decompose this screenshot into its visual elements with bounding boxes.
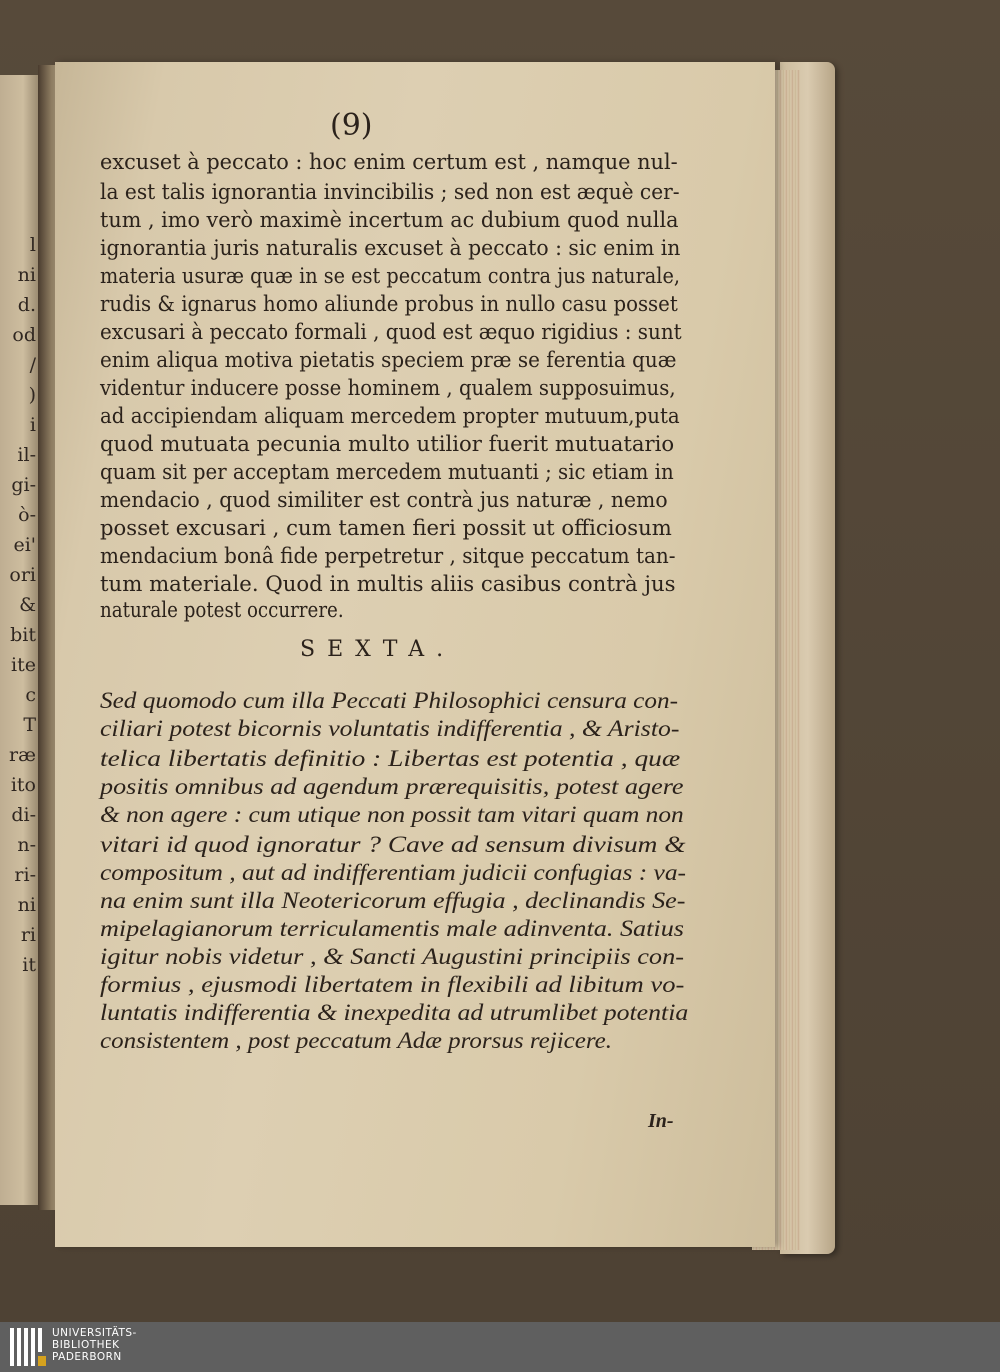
left-fragment: gi- — [11, 474, 36, 496]
text-line: la est talis ignorantia invincibilis ; sed non est æquè cer- — [100, 180, 680, 204]
left-fragment: ) — [28, 384, 36, 406]
italic-text-line: vitari id quod ignoratur ? Cave ad sensum divisum & — [100, 832, 686, 857]
left-fragment: il- — [17, 444, 36, 466]
italic-text-line: luntatis indifferentia & inexpedita ad utrumlibet potentia — [100, 1000, 689, 1025]
page-number: (9) — [330, 108, 373, 143]
left-fragment: bit — [10, 624, 36, 646]
left-fragment: T — [23, 714, 36, 736]
text-line: rudis & ignarus homo aliunde probus in nullo casu posset — [100, 292, 678, 316]
catchword: In- — [648, 1110, 674, 1132]
left-page-edge — [0, 75, 42, 1205]
italic-text-line: consistentem , post peccatum Adæ prorsus rejicere. — [100, 1028, 613, 1053]
left-fragment: ite — [11, 654, 36, 676]
left-fragment: n- — [17, 834, 36, 856]
text-line: excusari à peccato formali , quod est æquo rigidius : sunt — [100, 320, 682, 344]
text-line: enim aliqua motiva pietatis speciem præ se ferentia quæ — [100, 348, 677, 372]
text-line: naturale potest occurrere. — [100, 598, 344, 622]
text-line: quam sit per acceptam mercedem mutuanti ; sic etiam in — [100, 460, 674, 484]
text-line: videntur inducere posse hominem , qualem supposuimus, — [100, 376, 676, 400]
left-fragment: ræ — [9, 744, 36, 766]
library-name-line3: PADERBORN — [52, 1351, 122, 1363]
library-footer-bar — [0, 1322, 1000, 1372]
text-line: posset excusari , cum tamen fieri possit ut officiosum — [100, 516, 672, 540]
italic-text-line: Sed quomodo cum illa Peccati Philosophici censura con- — [100, 688, 678, 713]
italic-text-line: mipelagianorum terriculamentis male adinventa. Satius — [100, 916, 684, 941]
text-line: excuset à peccato : hoc enim certum est , namque nul- — [100, 150, 678, 174]
left-fragment: ori — [9, 564, 36, 586]
text-line: mendacio , quod similiter est contrà jus naturæ , nemo — [100, 488, 668, 512]
italic-text-line: telica libertatis definitio : Libertas est potentia , quæ — [100, 746, 681, 771]
left-fragment: ni — [17, 264, 36, 286]
italic-text-line: igitur nobis videtur , & Sancti Augustini principiis con- — [100, 944, 685, 969]
left-fragment: & — [19, 594, 36, 616]
left-fragment: od — [12, 324, 36, 346]
left-fragment: it — [22, 954, 36, 976]
text-line: materia usuræ quæ in se est peccatum contra jus naturale, — [100, 264, 680, 288]
text-line: ad accipiendam aliquam mercedem propter mutuum,puta — [100, 404, 680, 428]
italic-text-line: positis omnibus ad agendum prærequisitis, potest agere — [100, 774, 684, 799]
left-fragment: d. — [17, 294, 36, 316]
text-line: ignorantia juris naturalis excuset à peccato : sic enim in — [100, 236, 681, 260]
italic-text-line: na enim sunt illa Neotericorum effugia , declinandis Se- — [100, 888, 686, 913]
library-name-line1: UNIVERSITÄTS- — [52, 1327, 137, 1339]
left-fragment: ò- — [18, 504, 36, 526]
library-name — [52, 1327, 137, 1363]
left-fragment: i — [29, 414, 36, 436]
text-line: quod mutuata pecunia multo utilior fuerit mutuatario — [100, 432, 675, 456]
left-page-text-fragments — [0, 230, 40, 980]
italic-text-line: & non agere : cum utique non possit tam vitari quam non — [100, 802, 684, 827]
text-line: tum , imo verò maximè incertum ac dubium quod nulla — [100, 208, 679, 232]
left-fragment: c — [25, 684, 36, 706]
left-fragment: ni — [17, 894, 36, 916]
library-name-line2: BIBLIOTHEK — [52, 1339, 120, 1351]
left-fragment: ito — [10, 774, 36, 796]
left-fragment: l — [29, 234, 36, 256]
left-fragment: ei' — [13, 534, 36, 556]
italic-text-line: formius , ejusmodi libertatem in flexibili ad libitum vo- — [100, 972, 685, 997]
section-heading: SEXTA. — [300, 637, 456, 662]
left-fragment: di- — [11, 804, 36, 826]
left-fragment: ri- — [14, 864, 36, 886]
text-line: mendacium bonâ fide perpetretur , sitque peccatum tan- — [100, 544, 676, 568]
library-logo-icon — [10, 1328, 46, 1366]
text-line: tum materiale. Quod in multis aliis casibus contrà jus — [100, 572, 676, 596]
left-fragment: / — [29, 354, 36, 376]
italic-text-line: ciliari potest bicornis voluntatis indifferentia , & Aristo- — [100, 716, 680, 741]
left-fragment: ri — [20, 924, 36, 946]
italic-text-line: compositum , aut ad indifferentiam judicii confugias : va- — [100, 860, 686, 885]
